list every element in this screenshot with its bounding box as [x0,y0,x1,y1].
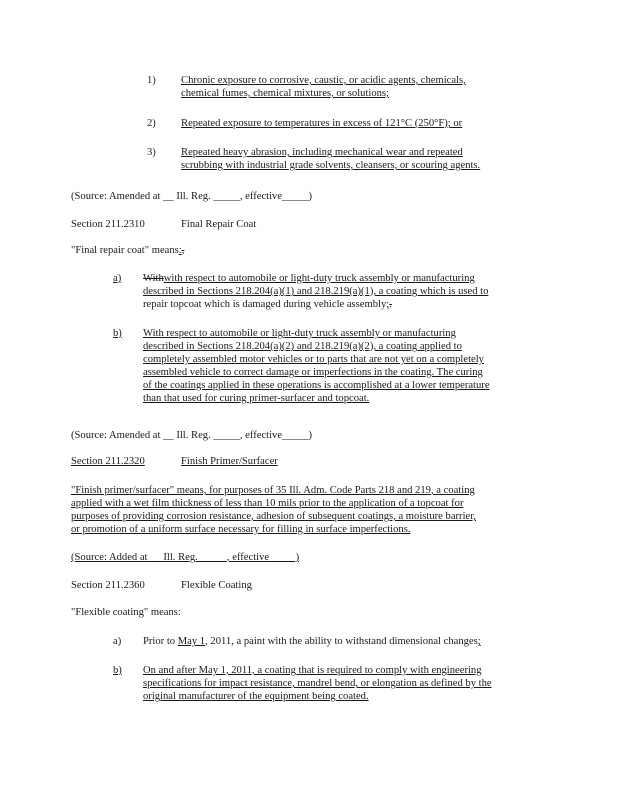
section-number: Section 211.2310 [71,219,145,230]
section-number: Section 211.2360 [71,580,145,591]
definition-text: repair topcoat which is damaged during vehicle assembly;. [143,299,392,310]
list-item-text: Repeated exposure to temperatures in excess of 121°C (250°F); or [181,118,463,129]
list-label: b) [113,328,122,339]
list-label: 3) [147,147,156,158]
definition-text: specifications for impact resistance, mandrel bend, or elongation as defined by the [143,678,492,689]
definition-text: "Finish primer/surfacer" means, for purposes of 35 Ill. Adm. Code Parts 218 and 219, a coating [71,485,475,496]
list-item-text: scrubbing with industrial grade solvents, cleansers, or scouring agents. [181,160,481,171]
definition-lead: "Flexible coating" means: [71,607,181,618]
definition-text: original manufacturer of the equipment being coated. [143,691,369,702]
definition-text: described in Sections 218.204(a)(2) and 218.219(a)(2), a coating applied to [143,341,462,352]
definition-text: of the coatings applied in these operations is accomplished at a lower temperature [143,380,490,391]
definition-text: Prior to May 1, 2011, a paint with the ability to withstand dimensional changes; [143,636,481,647]
section-title: Final Repair Coat [181,219,257,230]
definition-text: or promotion of a uniform surface necessary for filling in surface imperfections. [71,524,411,535]
definition-text: With respect to automobile or light-duty truck assembly or manufacturing [143,328,456,339]
definition-text: described in Sections 218.204(a)(1) and 218.219(a)(1), a coating which is used to [143,286,489,297]
definition-text: than that used for curing primer-surfacer and topcoat. [143,393,370,404]
definition-text: applied with a wet film thickness of less than 10 mils prior to the application of a topcoat for [71,498,464,509]
list-item-text: Repeated heavy abrasion, including mechanical wear and repeated [181,147,463,158]
definition-text: completely assembled motor vehicles or to parts that are not yet on a completely [143,354,484,365]
definition-text: purposes of providing corrosion resistance, adhesion of subsequent coatings, a moisture barrier, [71,511,476,522]
definition-lead: "Final repair coat" means:, [71,245,185,256]
list-label: a) [113,273,122,284]
source-note: (Source: Amended at __ Ill. Reg. _____, effective_____) [71,191,313,202]
list-item-text: Chronic exposure to corrosive, caustic, or acidic agents, chemicals, [181,75,466,86]
list-label: 1) [147,75,156,86]
section-title: Flexible Coating [181,580,252,591]
list-item-text: chemical fumes, chemical mixtures, or solutions; [181,88,389,99]
source-note: (Source: Amended at __ Ill. Reg. _____, effective_____) [71,430,313,441]
list-label: b) [113,665,122,676]
section-number: Section 211.2320 [71,456,145,467]
definition-text: assembled vehicle to correct damage or imperfections in the coating. The curing [143,367,483,378]
definition-text: Withwith respect to automobile or light-duty truck assembly or manufacturing [143,273,475,284]
list-label: 2) [147,118,156,129]
source-note: (Source: Added at __ Ill. Reg. _____, effective_____) [71,552,300,563]
definition-text: On and after May 1, 2011, a coating that is required to comply with engineering [143,665,482,676]
section-title: Finish Primer/Surfacer [181,456,278,467]
list-label: a) [113,636,122,647]
